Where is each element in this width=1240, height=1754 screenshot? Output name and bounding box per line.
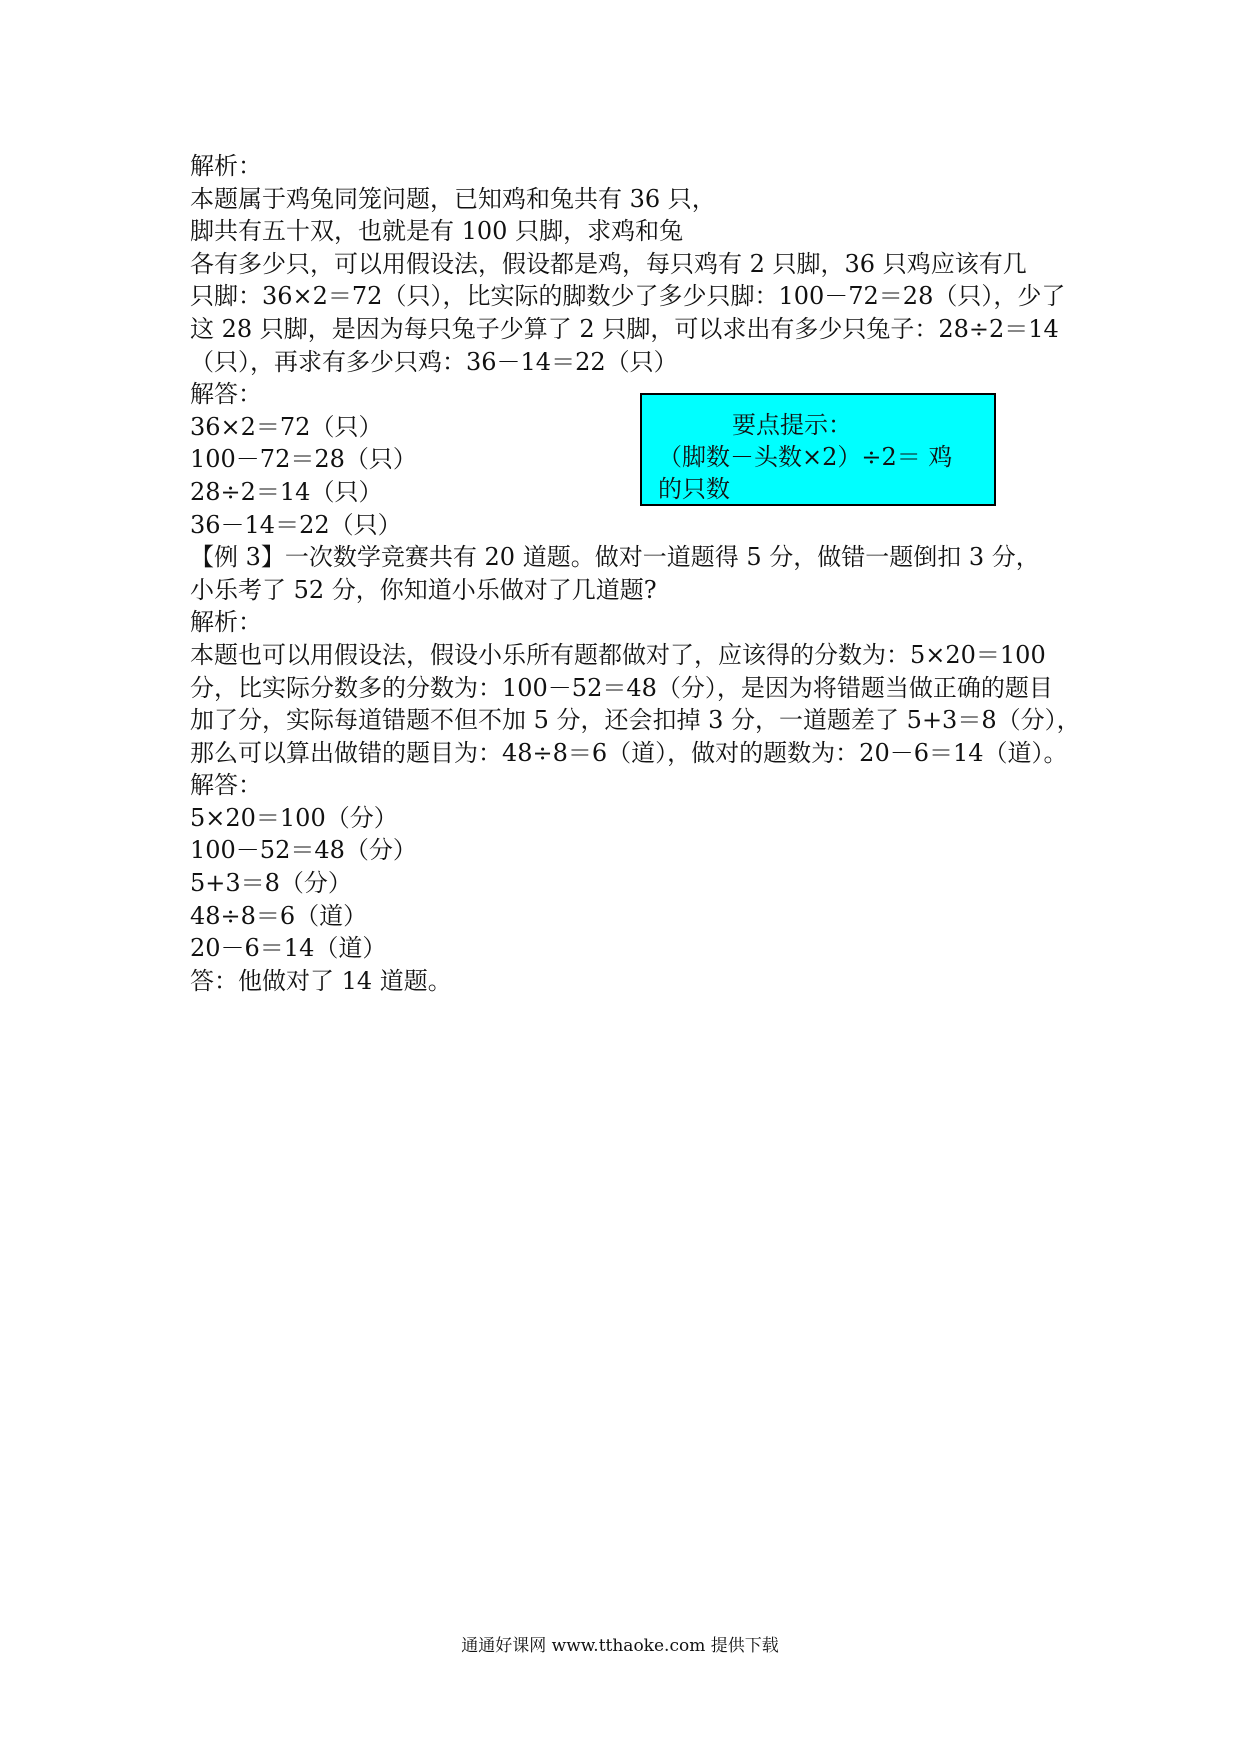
section-heading-analysis: 解析：: [190, 152, 262, 180]
equation-line: 28÷2＝14（只）: [190, 477, 383, 506]
section-heading-analysis: 解析：: [190, 608, 262, 637]
equation-line: 5+3＝8（分）: [190, 869, 352, 898]
equation-line: 100－72＝28（只）: [190, 445, 417, 474]
key-point-formula: （脚数－头数×2）÷2＝ 鸡: [658, 443, 953, 471]
example-3-problem: 小乐考了 52 分，你知道小乐做对了几道题?: [190, 575, 657, 604]
equation-line: 5×20＝100（分）: [190, 803, 398, 832]
equation-line: 36－14＝22（只）: [190, 510, 402, 539]
text-line: （只），再求有多少只鸡：36－14＝22（只）: [190, 347, 678, 376]
section-heading-answer: 解答：: [190, 380, 262, 409]
key-point-box: [640, 393, 996, 506]
example-3-problem: 【例 3】一次数学竞赛共有 20 道题。做对一道题得 5 分，做错一题倒扣 3 分，: [190, 543, 1040, 572]
footer-source: 通通好课网 www.tthaoke.com 提供下载: [461, 1636, 779, 1656]
text-line: 本题属于鸡兔同笼问题，已知鸡和兔共有 36 只，: [190, 184, 716, 213]
text-line: 本题也可以用假设法，假设小乐所有题都做对了，应该得的分数为：5×20＝100: [190, 640, 1046, 669]
text-line: 加了分，实际每道错题不但不加 5 分，还会扣掉 3 分，一道题差了 5+3＝8（分），: [190, 706, 1081, 735]
text-line: 脚共有五十双，也就是有 100 只脚，求鸡和兔: [190, 217, 684, 246]
text-line: 各有多少只，可以用假设法，假设都是鸡，每只鸡有 2 只脚，36 只鸡应该有几: [190, 249, 1027, 278]
text-line: 分，比实际分数多的分数为：100－52＝48（分），是因为将错题当做正确的题目: [190, 673, 1053, 702]
text-line: 只脚：36×2＝72（只），比实际的脚数少了多少只脚：100－72＝28（只），少了: [190, 282, 1066, 311]
equation-line: 48÷8＝6（道）: [190, 901, 368, 930]
equation-line: 100－52＝48（分）: [190, 836, 417, 865]
key-point-title: 要点提示：: [732, 411, 852, 439]
text-line: 这 28 只脚，是因为每只兔子少算了 2 只脚，可以求出有多少只兔子：28÷2＝14: [190, 314, 1059, 343]
equation-line: 20－6＝14（道）: [190, 934, 387, 963]
equation-line: 36×2＝72（只）: [190, 412, 383, 441]
final-answer: 答：他做对了 14 道题。: [190, 966, 452, 995]
text-line: 那么可以算出做错的题目为：48÷8＝6（道），做对的题数为：20－6＝14（道）。: [190, 738, 1068, 767]
key-point-formula-continued: 的只数: [658, 475, 730, 503]
section-heading-answer: 解答：: [190, 771, 262, 800]
document-body: [190, 150, 1081, 997]
